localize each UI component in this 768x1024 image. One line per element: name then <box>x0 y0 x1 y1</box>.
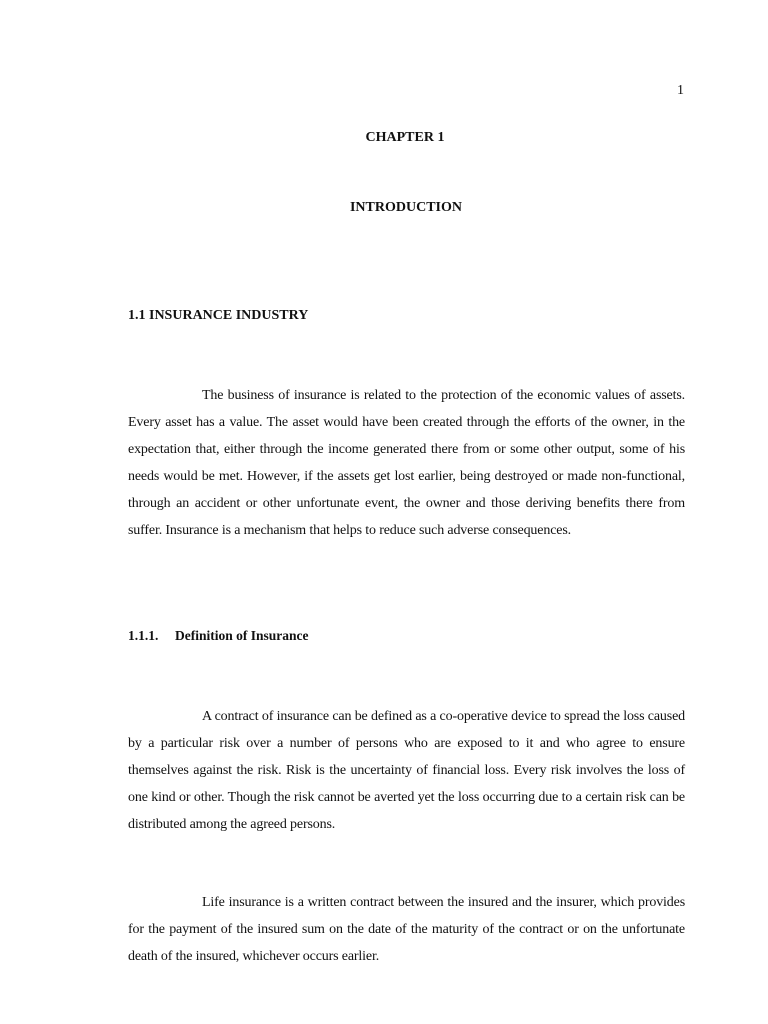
section-paragraph: The business of insurance is related to the protection of the economic values of assets. Every asset has a value. The asset would have been created through the efforts of the owner, in the expectation that, either through the income generated there from or some other output, some of his needs would be met. However, if the assets get lost earlier, being destroyed or made non-functional, through an accident or other unfortunate event, the owner and those deriving benefits there from suffer. Insurance is a mechanism that helps to reduce such adverse consequences. <box>128 388 685 538</box>
subsection-paragraph-1: A contract of insurance can be defined as a co-operative device to spread the loss caused by a particular risk over a number of persons who are exposed to it and who agree to ensure themselves against the risk. Risk is the uncertainty of financial loss. Every risk involves the loss of one kind or other. Though the risk cannot be averted yet the loss occurring due to a certain risk can be distributed among the agreed persons. <box>128 709 685 832</box>
subsection-title: Definition of Insurance <box>175 628 309 643</box>
subsection-paragraph-2: Life insurance is a written contract between the insured and the insurer, which provides for the payment of the insured sum on the date of the maturity of the contract or on the unfortunate death of the insured, whichever occurs earlier. <box>128 895 685 964</box>
page-number: 1 <box>677 83 684 98</box>
section-heading: 1.1 INSURANCE INDUSTRY <box>128 308 309 323</box>
chapter-title: CHAPTER 1 <box>365 130 445 145</box>
subsection-heading <box>128 627 309 645</box>
chapter-subtitle: INTRODUCTION <box>349 200 462 215</box>
subsection-number: 1.1.1. <box>128 628 159 643</box>
